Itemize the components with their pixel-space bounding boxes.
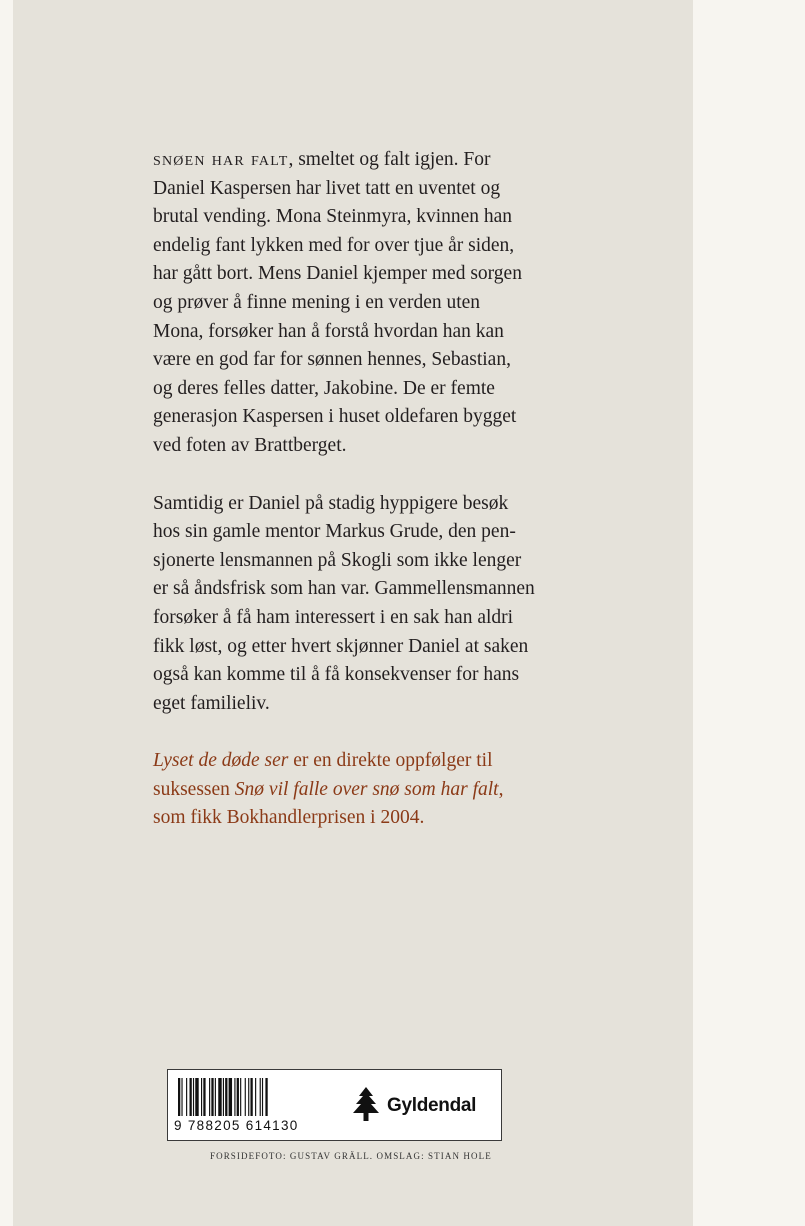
barcode-bar xyxy=(201,1078,202,1116)
barcode-bar xyxy=(262,1078,263,1116)
blurb-line: er så åndsfrisk som han var. Gammellensmannen xyxy=(153,578,535,600)
publisher-name: Gyldendal xyxy=(387,1095,477,1116)
barcode-bar xyxy=(178,1078,180,1116)
barcode-bar xyxy=(265,1078,267,1116)
blurb-line: har gått bort. Mens Daniel kjemper med sorgen xyxy=(153,263,522,285)
barcode-bar xyxy=(211,1078,213,1116)
barcode-bar xyxy=(225,1078,227,1116)
book-title: Lyset de døde ser xyxy=(153,750,289,772)
barcode-bar xyxy=(260,1078,261,1116)
barcode-bar xyxy=(209,1078,210,1116)
blurb-line: endelig fant lykken med for over tjue år siden, xyxy=(153,234,515,256)
blurb-line: og prøver å finne mening i en verden uten xyxy=(153,291,481,313)
fir-tree-icon xyxy=(350,1086,382,1124)
blurb-line: hos sin gamle mentor Markus Grude, den pen- xyxy=(153,521,516,543)
blurb-paragraph-2 xyxy=(153,490,643,719)
opening-small-caps: snøen har falt xyxy=(153,149,289,170)
blurb-line: som fikk Bokhandlerprisen i 2004. xyxy=(153,807,425,829)
barcode-bar xyxy=(245,1078,246,1116)
blurb-text xyxy=(153,146,643,862)
barcode-bar xyxy=(255,1078,256,1116)
cover-credits: FORSIDEFOTO: GUSTAV GRÄLL. OMSLAG: STIAN HOLE xyxy=(210,1151,492,1161)
blurb-closing xyxy=(153,747,643,833)
blurb-line: sjonerte lensmannen på Skogli som ikke lenger xyxy=(153,549,522,571)
barcode-bar xyxy=(250,1078,252,1116)
blurb-line: og deres felles datter, Jakobine. De er femte xyxy=(153,377,495,399)
blurb-line: fikk løst, og etter hvert skjønner Daniel at saken xyxy=(153,635,529,657)
blurb-line: eget familieliv. xyxy=(153,692,270,714)
blurb-line: Samtidig er Daniel på stadig hyppigere besøk xyxy=(153,492,509,514)
blurb-line: brutal vending. Mona Steinmyra, kvinnen han xyxy=(153,206,513,228)
blurb-paragraph-1 xyxy=(153,146,643,461)
blurb-line: forsøker å få ham interessert i en sak han aldri xyxy=(153,606,514,628)
barcode-bar xyxy=(237,1078,239,1116)
blurb-line: også kan komme til å få konsekvenser for hans xyxy=(153,664,520,686)
blurb-line: ved foten av Brattberget. xyxy=(153,434,347,456)
previous-book-title: Snø vil falle over snø som har falt xyxy=(234,778,499,800)
barcode-bar xyxy=(218,1078,221,1116)
barcode xyxy=(176,1078,336,1118)
barcode-bar xyxy=(186,1078,187,1116)
blurb-line: snøen har falt, smeltet og falt igjen. For xyxy=(153,149,491,170)
isbn-number: 9 788205 614130 xyxy=(174,1118,299,1133)
barcode-panel xyxy=(167,1069,502,1141)
blurb-line: suksessen Snø vil falle over snø som har falt, xyxy=(153,778,504,800)
barcode-bar xyxy=(248,1078,249,1116)
blurb-line: Lyset de døde ser er en direkte oppfølger til xyxy=(153,750,493,772)
barcode-bar xyxy=(203,1078,205,1116)
barcode-bar xyxy=(195,1078,198,1116)
barcode-bar xyxy=(193,1078,194,1116)
barcode-bar xyxy=(190,1078,192,1116)
barcode-bar xyxy=(240,1078,241,1116)
barcode-bar xyxy=(234,1078,235,1116)
blurb-line: Daniel Kaspersen har livet tatt en uventet og xyxy=(153,177,501,199)
barcode-bar xyxy=(229,1078,232,1116)
barcode-bar xyxy=(223,1078,224,1116)
barcode-bar xyxy=(181,1078,182,1116)
blurb-line: være en god far for sønnen hennes, Sebastian, xyxy=(153,349,511,371)
barcode-bar xyxy=(215,1078,216,1116)
blurb-line: Mona, forsøker han å forstå hvordan han kan xyxy=(153,320,504,342)
blurb-line: generasjon Kaspersen i huset oldefaren bygget xyxy=(153,406,517,428)
publisher-logo xyxy=(350,1086,490,1126)
